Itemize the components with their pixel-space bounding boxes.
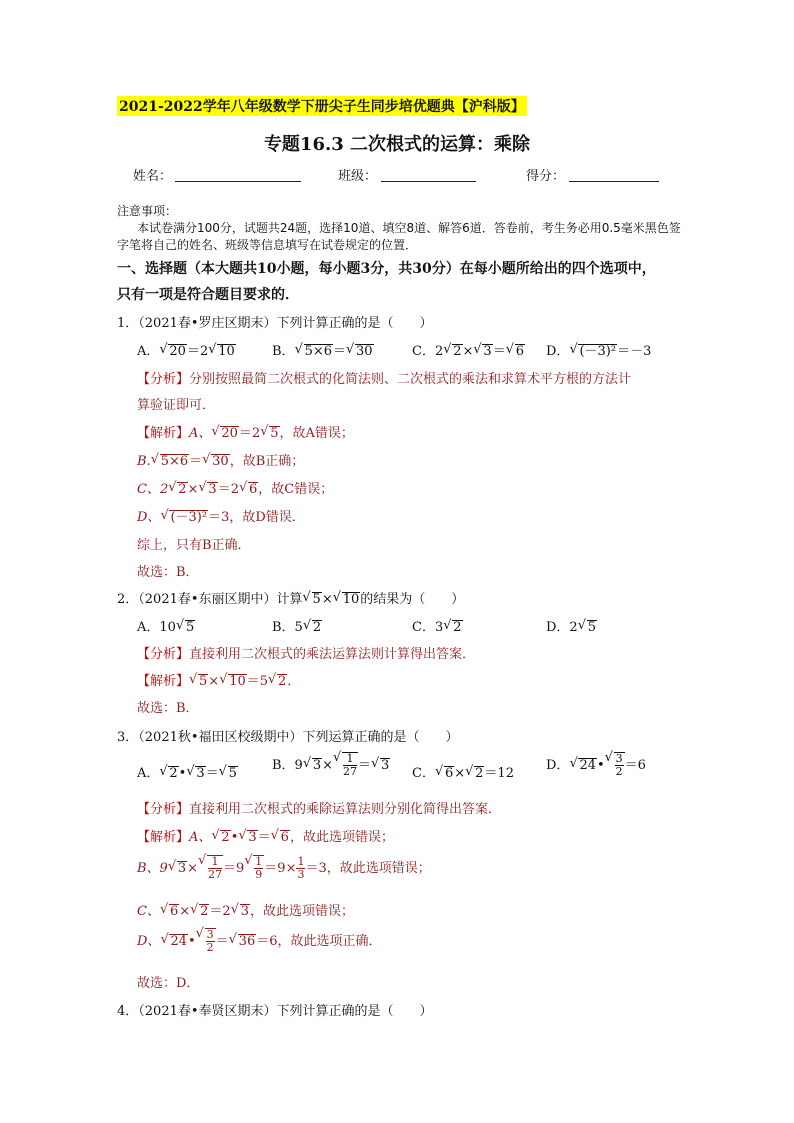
- q3-answer: 故选：D．: [137, 976, 200, 991]
- q2-analysis: 【分析】直接利用二次根式的乘法运算法则计算得出答案．: [137, 647, 476, 662]
- q2-option-c[interactable]: C．3√ 2: [412, 616, 463, 635]
- q1-option-d[interactable]: D．√ (－3)²＝－3: [546, 340, 651, 359]
- q1-stem: 1．（2021春•罗庄区期末）下列计算正确的是（ ）: [117, 316, 433, 331]
- q1-answer: 故选：B．: [137, 565, 199, 580]
- q1-option-b[interactable]: B．√ 5×6＝√ 30: [272, 340, 374, 359]
- section-heading-line2: 只有一项是符合题目要求的．: [117, 287, 299, 303]
- name-label: 姓名：: [133, 169, 173, 184]
- notice-block: [117, 203, 687, 254]
- section-heading-line1: 一、选择题（本大题共10小题，每小题3分，共30分）在每小题所给出的四个选项中，: [117, 261, 656, 277]
- q3-solution-a: 【解析】A、√ 2•√ 3＝√ 6，故此选项错误；: [137, 826, 394, 845]
- q2-option-d[interactable]: D．2√ 5: [546, 616, 597, 635]
- student-info-row: [133, 165, 673, 185]
- q1-summary: 综上，只有B正确．: [137, 538, 251, 553]
- score-field[interactable]: [569, 180, 659, 182]
- q3-option-a[interactable]: A．√ 2•√ 3＝√ 5: [137, 762, 238, 781]
- q1-analysis-line1: 【分析】分别按照最简二次根式的化简法则、二次根式的乘法和求算术平方根的方法计: [137, 372, 632, 387]
- page-title: 专题16.3 二次根式的运算：乘除: [263, 134, 531, 155]
- q2-answer: 故选：B．: [137, 701, 199, 716]
- q3-solution-c: C、√ 6×√ 2＝2√ 3，故此选项错误；: [137, 900, 354, 919]
- q1-solution-d: D、√ (－3)²＝3，故D错误．: [137, 506, 305, 525]
- series-title: 2021-2022学年八年级数学下册尖子生同步培优题典【沪科版】: [117, 96, 527, 116]
- q2-option-b[interactable]: B．5√ 2: [272, 616, 322, 635]
- section-heading: [117, 256, 687, 308]
- q3-solution-d: D、√ 24• √ $\frac{3}{2}$ ＝√ 36＝6，故此选项正确．: [137, 928, 382, 954]
- score-label: 得分：: [526, 169, 566, 184]
- q2-option-a[interactable]: A．10√ 5: [137, 616, 195, 635]
- q3-option-b[interactable]: B．9√ 3× √ $\frac{1}{27}$ ＝√ 3: [272, 752, 390, 778]
- q3-stem: 3．（2021秋•福田区校级期中）下列运算正确的是（ ）: [117, 730, 459, 745]
- q1-analysis-line2: 算验证即可．: [137, 398, 216, 413]
- notice-body: 本试卷满分100分，试题共24题，选择10道、填空8道、解答6道．答卷前，考生务必用0.5毫米黑色签字笔将自己的姓名、班级等信息填写在试卷规定的位置．: [117, 221, 681, 252]
- q1-solution-b: B.√ 5×6＝√ 30，故B正确；: [137, 450, 304, 469]
- notice-title: 注意事项：: [117, 204, 178, 218]
- q2-solution: 【解析】√ 5×√ 10＝5√ 2．: [137, 670, 300, 689]
- q1-solution-c: C、2√ 2×√ 3＝2√ 6，故C错误；: [137, 478, 333, 497]
- name-field[interactable]: [175, 180, 301, 182]
- class-label: 班级：: [338, 169, 378, 184]
- q3-solution-b: B、9√ 3× √ $\frac{1}{27}$ ＝9 √ $\frac{1}{9}$ ＝9× $\frac{1}{3}$ ＝3，故此选项错误；: [137, 855, 431, 881]
- q1-solution-a: 【解析】A、√ 20＝2√ 5，故A错误；: [137, 422, 354, 441]
- q1-option-a[interactable]: A．√ 20＝2√ 10: [137, 340, 236, 359]
- q2-stem: 2．（2021春•东丽区期中）计算√ 5×√ 10的结果为（ ）: [117, 588, 464, 607]
- q3-analysis: 【分析】直接利用二次根式的乘除运算法则分别化简得出答案．: [137, 802, 502, 817]
- q3-option-c[interactable]: C．√ 6×√ 2＝12: [412, 762, 514, 781]
- q1-option-c[interactable]: C．2√ 2×√ 3＝√ 6: [412, 340, 525, 359]
- class-field[interactable]: [381, 180, 476, 182]
- q4-stem: 4．（2021春•奉贤区期末）下列计算正确的是（ ）: [117, 1004, 433, 1019]
- q3-option-d[interactable]: D．√ 24• √ $\frac{3}{2}$ ＝6: [546, 752, 646, 778]
